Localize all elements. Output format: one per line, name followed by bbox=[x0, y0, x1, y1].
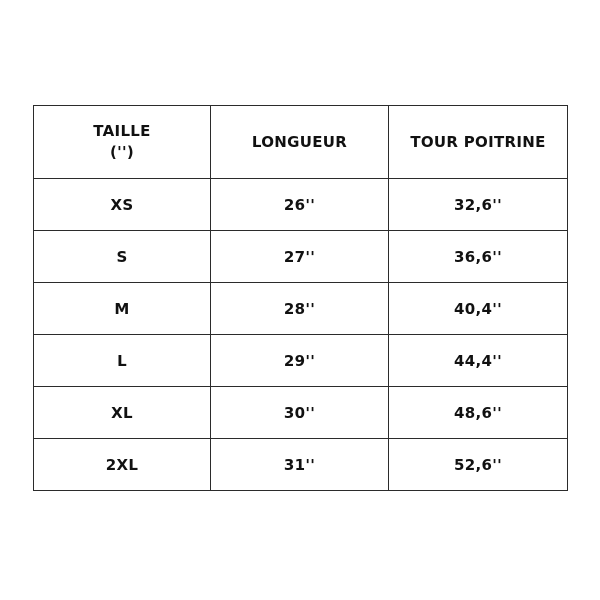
cell-tour-poitrine: 32,6'' bbox=[389, 179, 568, 231]
cell-longueur: 26'' bbox=[211, 179, 389, 231]
cell-tour-poitrine: 52,6'' bbox=[389, 439, 568, 491]
header-tour-poitrine bbox=[389, 106, 568, 179]
cell-taille: 2XL bbox=[34, 439, 211, 491]
cell-taille: M bbox=[34, 283, 211, 335]
table-row bbox=[34, 439, 568, 491]
cell-taille: XL bbox=[34, 387, 211, 439]
cell-longueur: 31'' bbox=[211, 439, 389, 491]
cell-tour-poitrine: 48,6'' bbox=[389, 387, 568, 439]
header-taille-unit: ('') bbox=[109, 143, 135, 161]
header-longueur-label: LONGUEUR bbox=[251, 132, 348, 151]
cell-tour-poitrine: 44,4'' bbox=[389, 335, 568, 387]
size-chart-table bbox=[33, 105, 568, 491]
cell-longueur: 27'' bbox=[211, 231, 389, 283]
table-row bbox=[34, 335, 568, 387]
cell-tour-poitrine: 40,4'' bbox=[389, 283, 568, 335]
cell-longueur: 28'' bbox=[211, 283, 389, 335]
header-tour-poitrine-label: TOUR POITRINE bbox=[410, 132, 546, 151]
cell-taille: XS bbox=[34, 179, 211, 231]
header-row bbox=[34, 106, 568, 179]
header-longueur bbox=[211, 106, 389, 179]
cell-tour-poitrine: 36,6'' bbox=[389, 231, 568, 283]
cell-taille: S bbox=[34, 231, 211, 283]
cell-taille: L bbox=[34, 335, 211, 387]
table-row bbox=[34, 387, 568, 439]
table-row bbox=[34, 179, 568, 231]
table-row bbox=[34, 231, 568, 283]
cell-longueur: 30'' bbox=[211, 387, 389, 439]
cell-longueur: 29'' bbox=[211, 335, 389, 387]
table-body bbox=[34, 179, 568, 491]
table-row bbox=[34, 283, 568, 335]
header-taille bbox=[34, 106, 211, 179]
header-taille-label: TAILLE bbox=[93, 122, 151, 140]
table-header bbox=[34, 106, 568, 179]
